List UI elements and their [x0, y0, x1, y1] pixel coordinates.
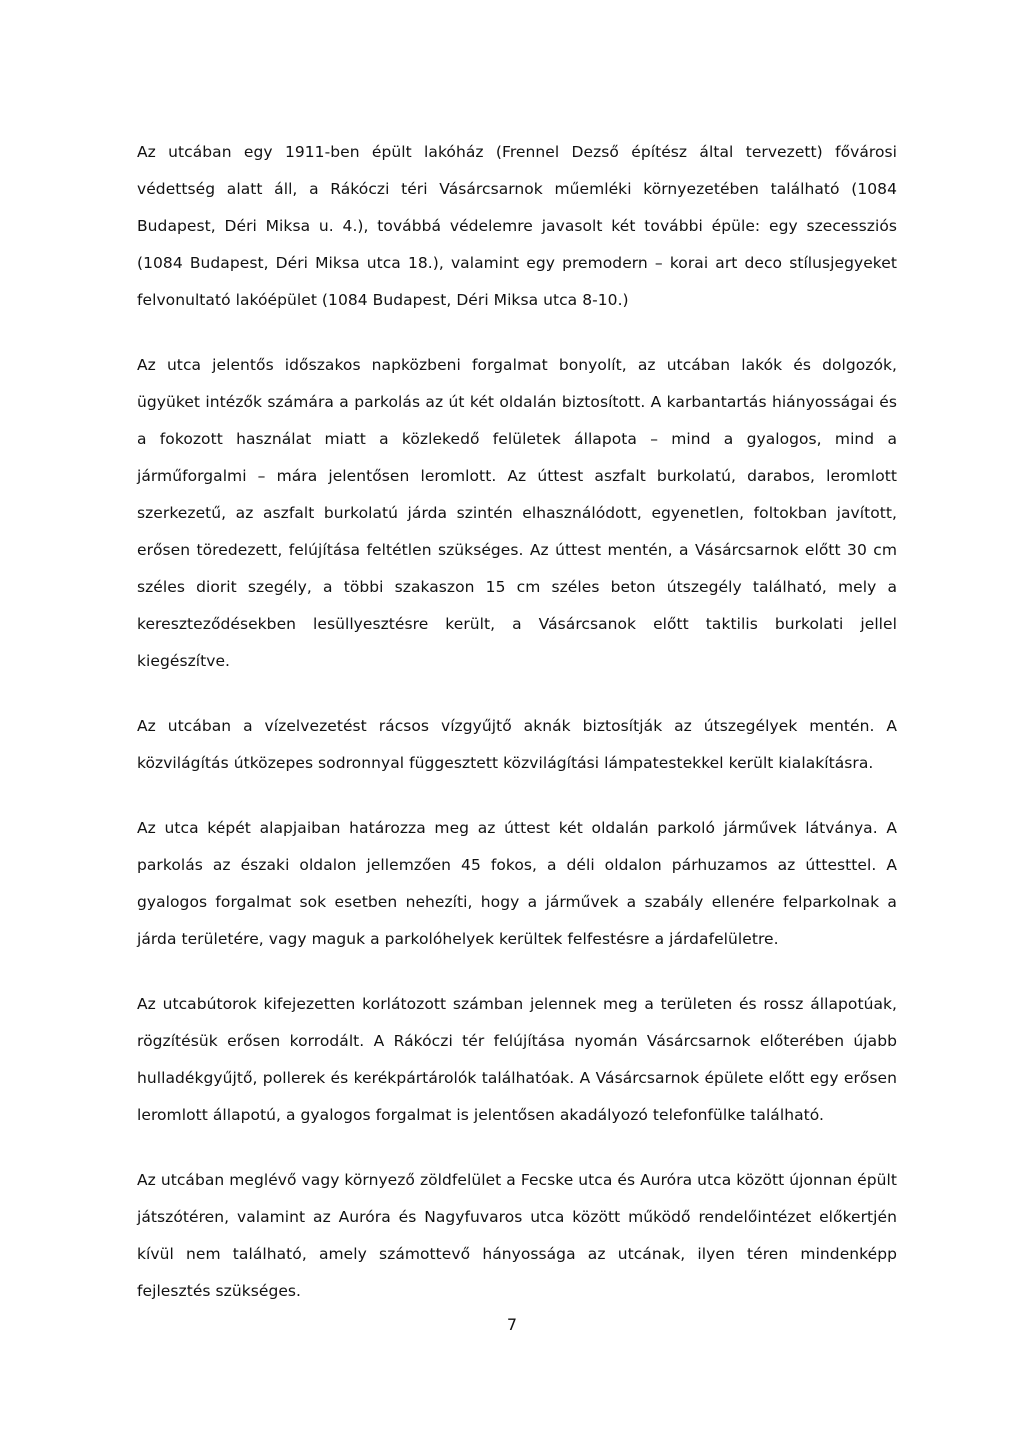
paragraph-traffic-and-paving: Az utca jelentős időszakos napközbeni forgalmat bonyolít, az utcában lakók és dolgozók, ügyüket intézők számára a parkolás az út két oldalán biztosított. A karbantartás hiányosságai és a fokozott használat miatt a közlekedő felületek állapota – mind a gyalogos, mind a járműforgalmi – mára jelentősen leromlott. Az úttest aszfalt burkolatú, darabos, leromlott szerkezetű, az aszfalt burkolatú járda szintén elhasználódott, egyenetlen, foltokban javított, erősen töredezett, felújítása feltétlen szükséges. Az úttest mentén, a Vásárcsarnok előtt 30 cm széles diorit szegély, a többi szakaszon 15 cm széles beton útszegély található, mely a kereszteződésekben lesüllyesztésre került, a Vásárcsanok előtt taktilis burkolati jellel kiegészítve.: [137, 356, 897, 670]
paragraph-street-furniture: Az utcabútorok kifejezetten korlátozott számban jelennek meg a területen és rossz állapotúak, rögzítésük erősen korrodált. A Rákóczi tér felújítása nyomán Vásárcsarnok előterében újabb hulladékgyűjtő, pollerek és kerékpártárolók találhatóak. A Vásárcsarnok épülete előtt egy erősen leromlott állapotú, a gyalogos forgalmat is jelentősen akadályozó telefonfülke található.: [137, 995, 897, 1124]
page-number: 7: [506, 1315, 518, 1334]
document-body: [137, 134, 897, 1338]
paragraph-parking: Az utca képét alapjaiban határozza meg az úttest két oldalán parkoló járművek látványa. A parkolás az északi oldalon jellemzően 45 fokos, a déli oldalon párhuzamos az úttesttel. A gyalogos forgalmat sok esetben nehezíti, hogy a járművek a szabály ellenére felparkolnak a járda területére, vagy maguk a parkolóhelyek kerültek felfestésre a járdafelületre.: [137, 819, 897, 948]
paragraph-green-space: Az utcában meglévő vagy környező zöldfelület a Fecske utca és Auróra utca között újonnan épült játszótéren, valamint az Auróra és Nagyfuvaros utca között működő rendelőintézet előkertjén kívül nem található, amely számottevő hányossága az utcának, ilyen téren mindenképp fejlesztés szükséges.: [137, 1171, 897, 1300]
paragraph-protected-buildings: Az utcában egy 1911-ben épült lakóház (Frennel Dezső építész által tervezett) fővárosi védettség alatt áll, a Rákóczi téri Vásárcsarnok műemléki környezetében található (1084 Budapest, Déri Miksa u. 4.), továbbá védelemre javasolt két további épüle: egy szecessziós (1084 Budapest, Déri Miksa utca 18.), valamint egy premodern – korai art deco stílusjegyeket felvonultató lakóépület (1084 Budapest, Déri Miksa utca 8-10.): [137, 143, 897, 309]
paragraph-drainage-and-lighting: Az utcában a vízelvezetést rácsos vízgyűjtő aknák biztosítják az útszegélyek mentén. A közvilágítás útközepes sodronnyal függesztett közvilágítási lámpatestekkel került kialakításra.: [137, 717, 897, 772]
